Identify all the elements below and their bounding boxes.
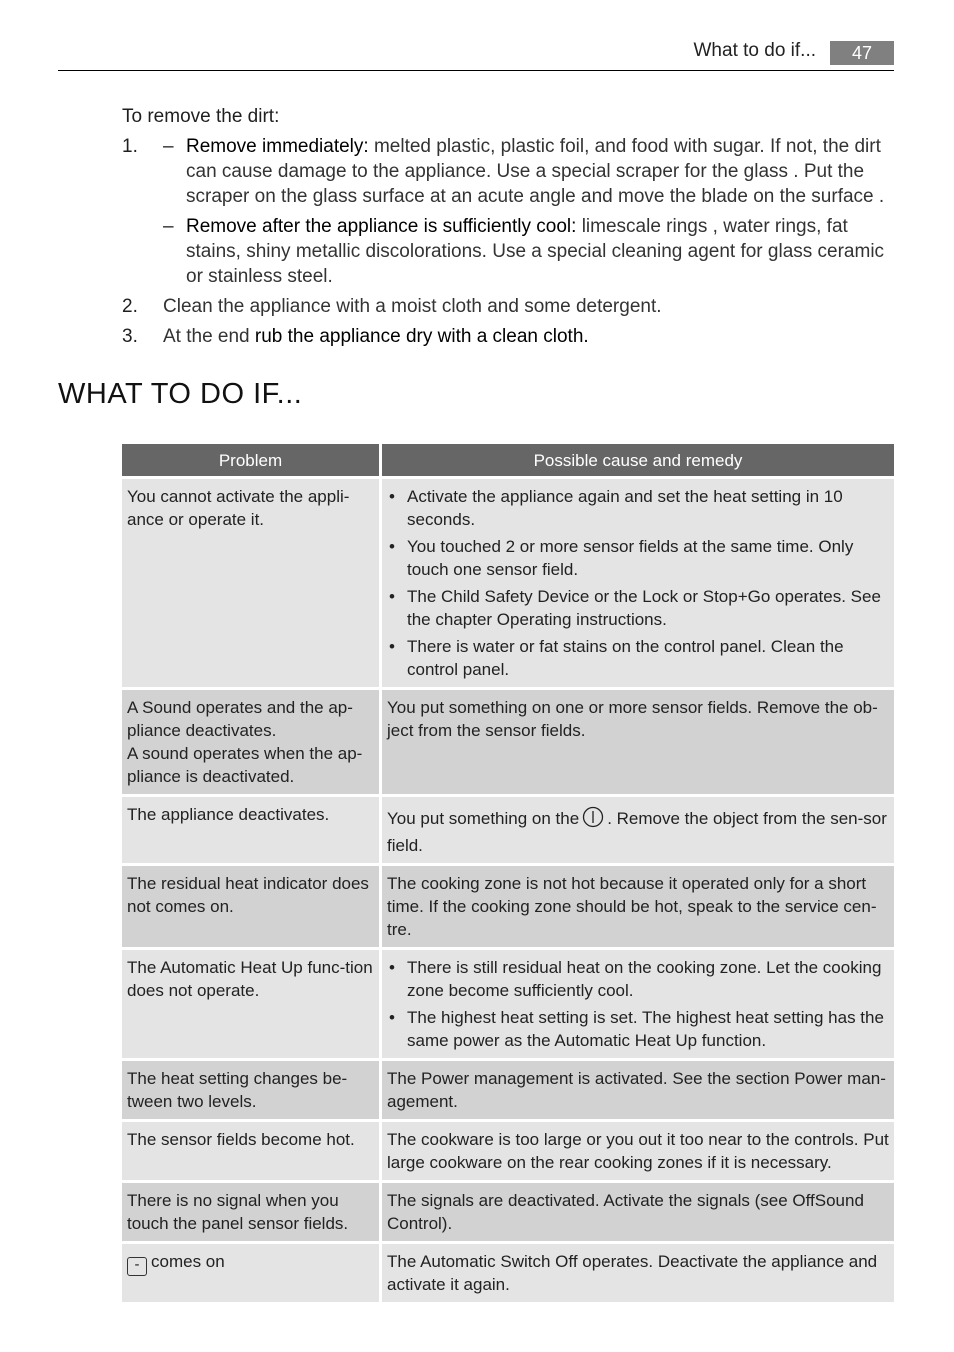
table-row xyxy=(122,794,894,863)
problem-cell: You cannot activate the appli-ance or operate it. xyxy=(122,476,382,687)
remedy-cell: The signals are deactivated. Activate the signals (see OffSound Control). xyxy=(382,1180,894,1241)
table-row xyxy=(122,1058,894,1119)
problem-cell: The residual heat indicator does not comes on. xyxy=(122,863,382,947)
table-row xyxy=(122,1241,894,1302)
dash: – xyxy=(163,136,174,157)
problem-cell xyxy=(122,1241,382,1302)
problem-cell: The appliance deactivates. xyxy=(122,794,382,863)
cleaning-instructions xyxy=(122,104,894,354)
remedy-cell xyxy=(382,794,894,863)
power-icon xyxy=(582,806,604,834)
remedy-text: You put something on the xyxy=(387,809,580,828)
remedy-cell: The Automatic Switch Off operates. Deactivate the appliance and activate it again. xyxy=(382,1241,894,1302)
list-item xyxy=(387,956,890,1002)
list-item-text: Activate the appliance again and set the heat setting in 10 seconds. xyxy=(407,487,843,529)
section-heading: WHAT TO DO IF... xyxy=(58,378,303,410)
table-row xyxy=(122,1119,894,1180)
problem-cell: There is no signal when you touch the panel sensor fields. xyxy=(122,1180,382,1241)
table-row xyxy=(122,476,894,687)
dash: – xyxy=(163,216,174,237)
list-item xyxy=(387,1006,890,1052)
bullet: • xyxy=(389,1008,395,1027)
remedy-list xyxy=(387,485,890,681)
header-section-title: What to do if... xyxy=(693,40,816,61)
table-header-row xyxy=(122,444,894,476)
sub-item-emphasis: Remove immediately: xyxy=(186,136,369,157)
minus-key-icon: - xyxy=(127,1257,147,1276)
list-item xyxy=(387,535,890,581)
remedy-cell xyxy=(382,476,894,687)
problem-cell: The Automatic Heat Up func-tion does not operate. xyxy=(122,947,382,1058)
bullet: • xyxy=(389,637,395,656)
problem-line: A sound operates when the ap-pliance is deactivated. xyxy=(127,744,363,786)
sub-item-emphasis: Remove after the appliance is sufficiently cool: xyxy=(186,216,577,237)
step-2 xyxy=(122,294,894,319)
column-header-remedy: Possible cause and remedy xyxy=(382,444,894,476)
sub-item-text: melted plastic, plastic foil, and food with sugar. If not, the dirt can cause damage to the appliance. Use a special scraper for the glass . Put the scraper on the glass surface at an acute angle and move the blade on the surface . xyxy=(186,136,885,207)
step-3 xyxy=(122,324,894,349)
sub-item-remove-immediately xyxy=(163,134,894,209)
bullet: • xyxy=(389,537,395,556)
problem-cell xyxy=(122,687,382,794)
remedy-cell: You put something on one or more sensor fields. Remove the ob-ject from the sensor fields. xyxy=(382,687,894,794)
bullet: • xyxy=(389,487,395,506)
list-item-text: You touched 2 or more sensor fields at the same time. Only touch one sensor field. xyxy=(407,537,854,579)
list-item xyxy=(387,485,890,531)
bullet: • xyxy=(389,587,395,606)
intro-title: To remove the dirt: xyxy=(122,106,280,127)
step-emphasis: rub the appliance dry with a clean cloth. xyxy=(254,326,589,347)
list-item-text: The highest heat setting is set. The highest heat setting has the same power as the Automatic Heat Up function. xyxy=(407,1008,884,1050)
step-1 xyxy=(122,134,894,289)
remedy-cell: The Power management is activated. See the section Power man-agement. xyxy=(382,1058,894,1119)
remedy-text: . Remove the object from the sen-sor field. xyxy=(387,809,887,855)
step-text: Clean the appliance with a moist cloth and some detergent. xyxy=(163,296,662,317)
problem-cell: The sensor fields become hot. xyxy=(122,1119,382,1180)
table-row xyxy=(122,687,894,794)
step-text: At the end xyxy=(163,326,255,347)
step-number: 1. xyxy=(122,136,138,157)
list-item-text: There is still residual heat on the cooking zone. Let the cooking zone become sufficiently cool. xyxy=(407,958,882,1000)
problem-line: A Sound operates and the ap-pliance deactivates. xyxy=(127,698,353,740)
table-row xyxy=(122,947,894,1058)
page-header xyxy=(58,38,894,71)
step-number: 3. xyxy=(122,326,138,347)
table-row xyxy=(122,863,894,947)
sub-item-remove-after-cool xyxy=(163,214,894,289)
column-header-problem: Problem xyxy=(122,444,382,476)
problem-text: comes on xyxy=(151,1252,225,1271)
troubleshooting-table xyxy=(122,444,894,1302)
remedy-cell: The cookware is too large or you out it too near to the controls. Put large cookware on the rear cooking zones if it is necessary. xyxy=(382,1119,894,1180)
remedy-cell: The cooking zone is not hot because it operated only for a short time. If the cooking zone should be hot, speak to the service cen-tre. xyxy=(382,863,894,947)
sub-item-text: limescale rings , water rings, fat stains, shiny metallic discolorations. Use a special cleaning agent for glass ceramic or stainless steel. xyxy=(186,216,885,287)
list-item-text: The Child Safety Device or the Lock or Stop+Go operates. See the chapter Operating instructions. xyxy=(407,587,881,629)
remedy-cell xyxy=(382,947,894,1058)
step-number: 2. xyxy=(122,296,138,317)
list-item xyxy=(387,635,890,681)
list-item-text: There is water or fat stains on the control panel. Clean the control panel. xyxy=(407,637,844,679)
problem-cell: The heat setting changes be-tween two levels. xyxy=(122,1058,382,1119)
page-number: 47 xyxy=(830,41,894,65)
table-row xyxy=(122,1180,894,1241)
remedy-list xyxy=(387,956,890,1052)
list-item xyxy=(387,585,890,631)
bullet: • xyxy=(389,958,395,977)
